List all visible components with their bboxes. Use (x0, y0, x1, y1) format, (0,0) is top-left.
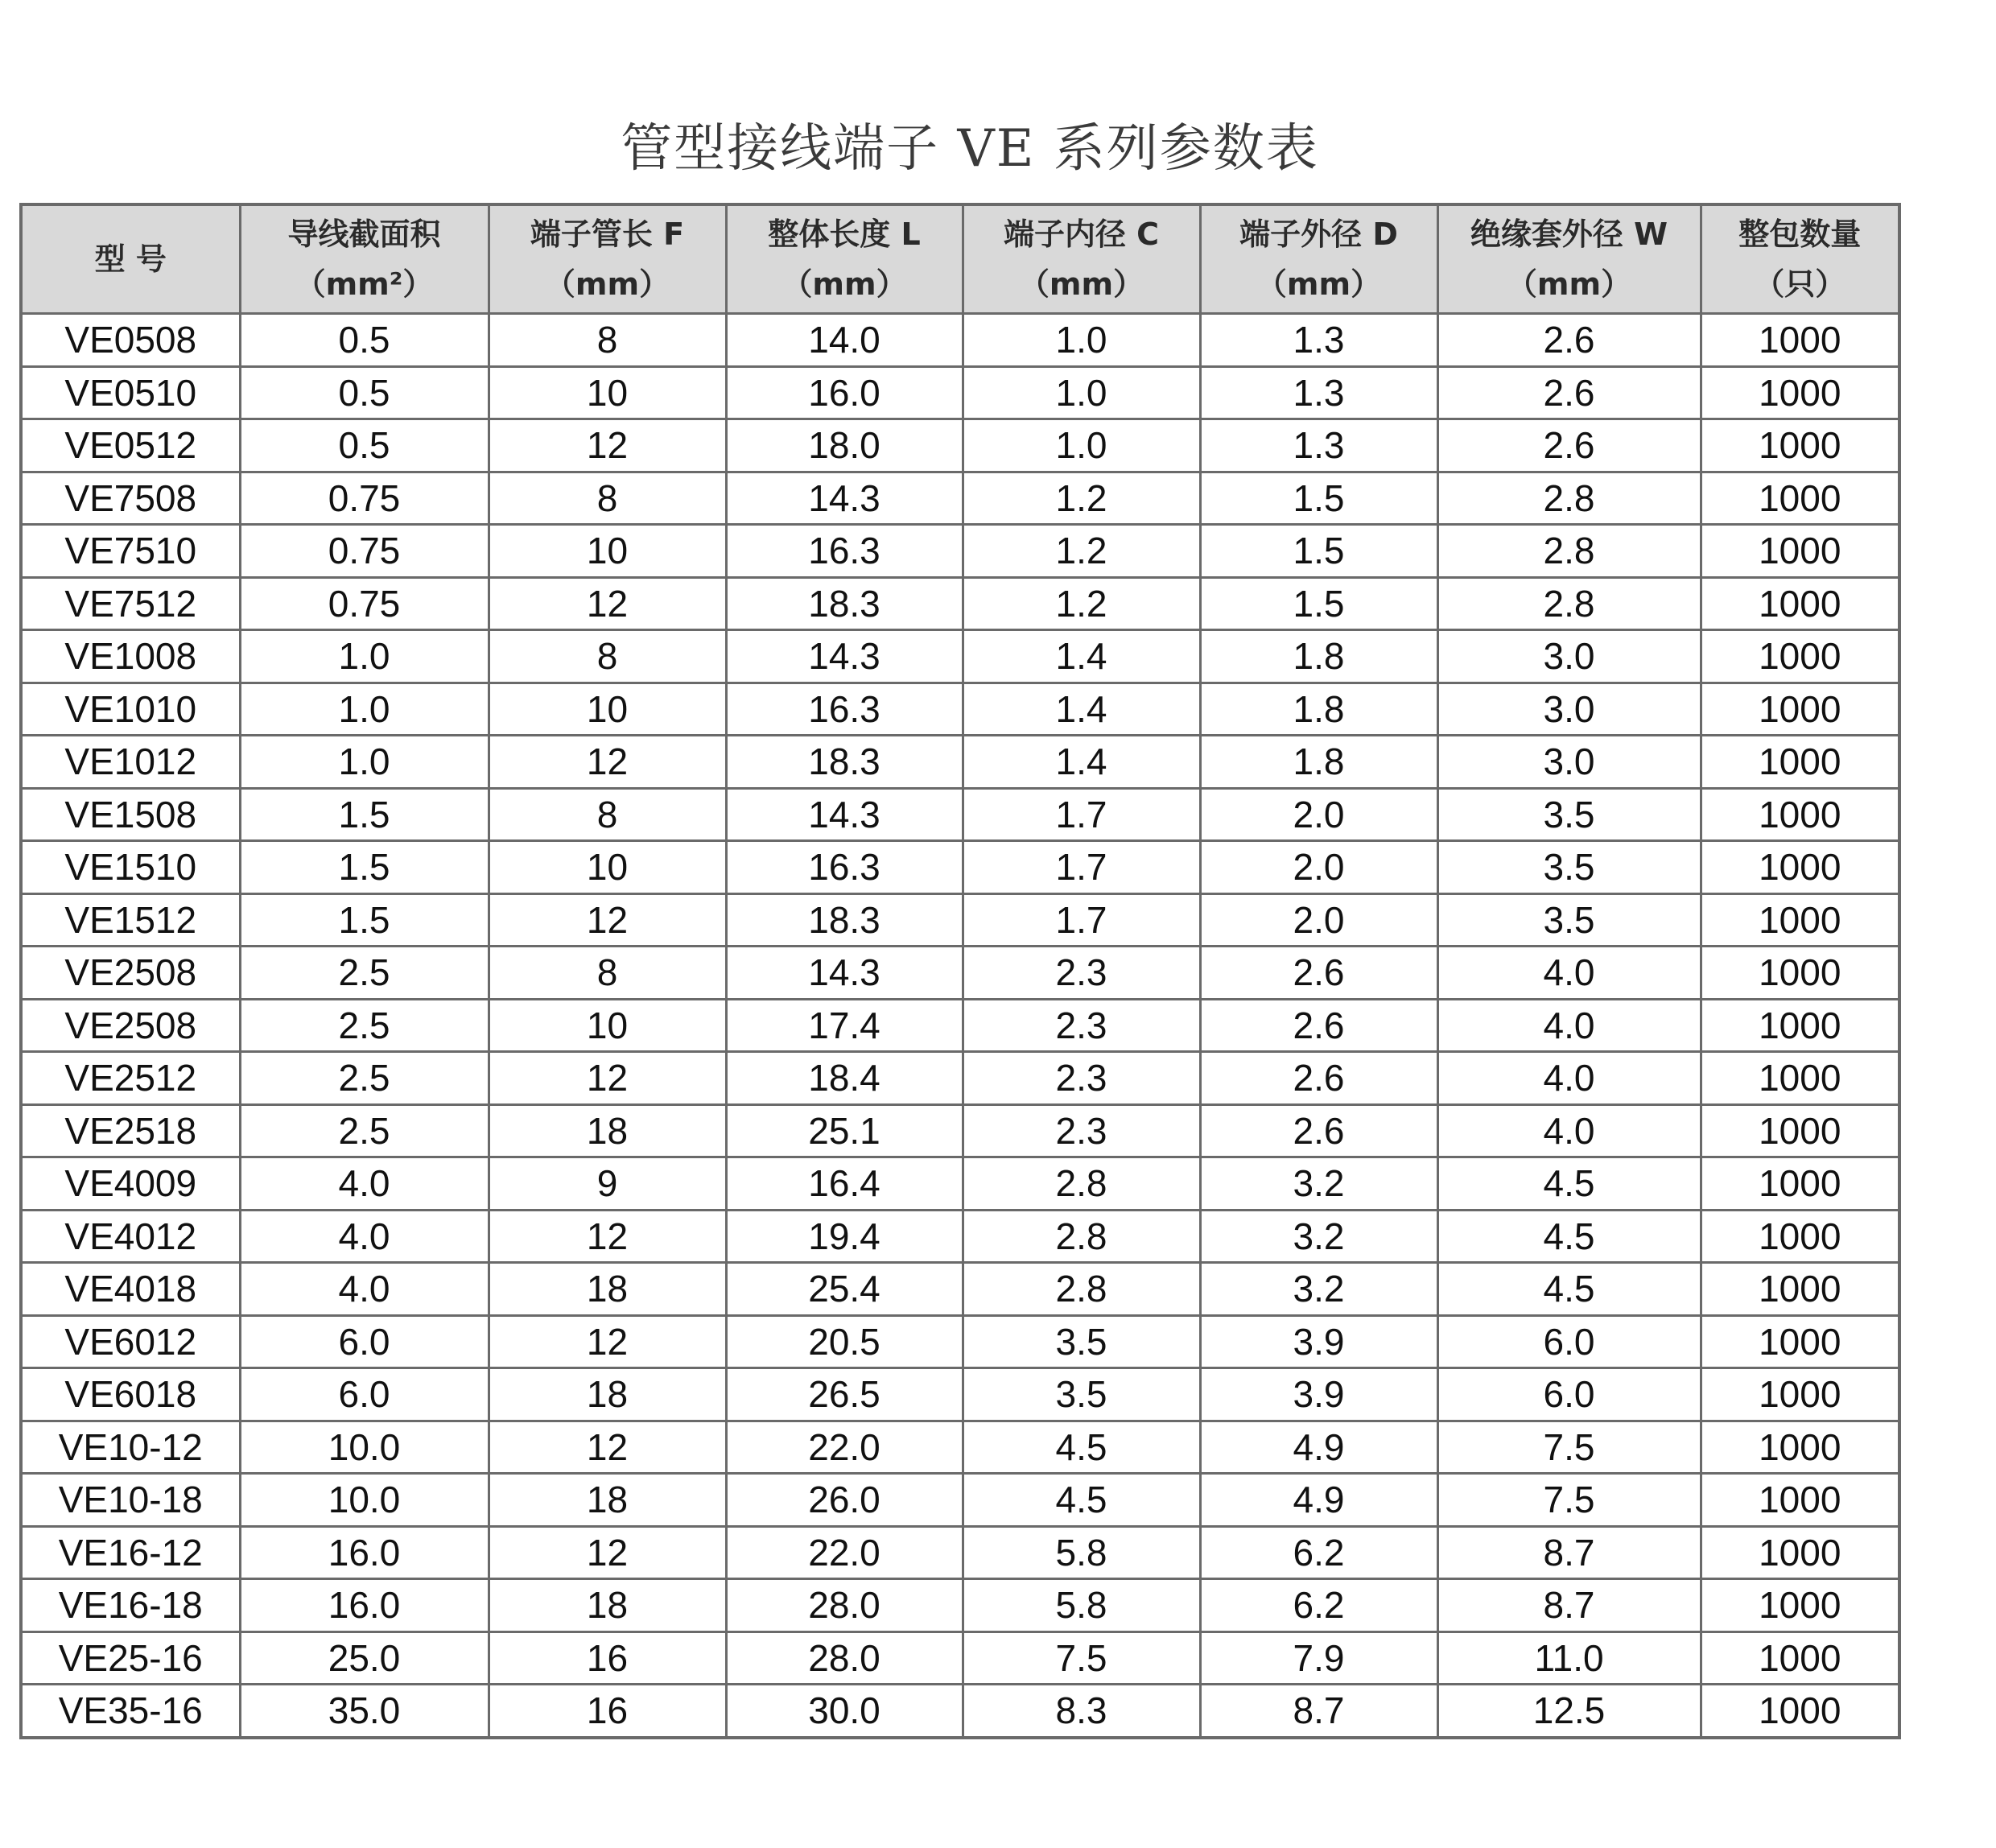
column-header-unit: （只） (1754, 266, 1846, 302)
table-row (21, 366, 1899, 419)
cell-tube-length: 12 (489, 1526, 726, 1579)
table-header (21, 204, 1899, 314)
cell-inner-diameter: 2.3 (963, 1104, 1200, 1157)
cell-outer-diameter: 8.7 (1200, 1685, 1437, 1738)
cell-pack-quantity: 1000 (1701, 1685, 1899, 1738)
cell-outer-diameter: 2.0 (1200, 788, 1437, 841)
cell-model: VE16-12 (21, 1526, 240, 1579)
cell-tube-length: 8 (489, 947, 726, 1000)
cell-pack-quantity: 1000 (1701, 472, 1899, 525)
table-row (21, 472, 1899, 525)
cell-wire-section: 35.0 (240, 1685, 489, 1738)
table-row (21, 1368, 1899, 1421)
cell-inner-diameter: 2.3 (963, 947, 1200, 1000)
table-row (21, 419, 1899, 472)
cell-inner-diameter: 5.8 (963, 1579, 1200, 1632)
cell-insulation-diameter: 8.7 (1437, 1526, 1701, 1579)
table-row (21, 736, 1899, 789)
cell-model: VE2508 (21, 999, 240, 1052)
cell-insulation-diameter: 6.0 (1437, 1368, 1701, 1421)
cell-outer-diameter: 4.9 (1200, 1474, 1437, 1527)
cell-overall-length: 14.3 (726, 788, 963, 841)
cell-outer-diameter: 3.2 (1200, 1263, 1437, 1316)
cell-wire-section: 0.5 (240, 314, 489, 367)
cell-inner-diameter: 1.0 (963, 314, 1200, 367)
cell-inner-diameter: 1.2 (963, 577, 1200, 630)
table-row (21, 577, 1899, 630)
cell-outer-diameter: 6.2 (1200, 1579, 1437, 1632)
page-title: 管型接线端子 VE 系列参数表 (621, 119, 1319, 179)
cell-tube-length: 8 (489, 314, 726, 367)
cell-pack-quantity: 1000 (1701, 1315, 1899, 1368)
column-header-tube-length (489, 204, 726, 314)
cell-tube-length: 9 (489, 1157, 726, 1211)
cell-tube-length: 12 (489, 1210, 726, 1263)
table-row (21, 1315, 1899, 1368)
cell-wire-section: 1.5 (240, 788, 489, 841)
cell-outer-diameter: 2.6 (1200, 1052, 1437, 1105)
cell-wire-section: 1.5 (240, 841, 489, 894)
cell-insulation-diameter: 2.8 (1437, 525, 1701, 578)
cell-inner-diameter: 4.5 (963, 1474, 1200, 1527)
cell-overall-length: 18.0 (726, 419, 963, 472)
cell-inner-diameter: 1.0 (963, 419, 1200, 472)
column-header-label: 导线截面积 (287, 217, 441, 252)
table-row (21, 1631, 1899, 1685)
cell-model: VE6012 (21, 1315, 240, 1368)
cell-model: VE7512 (21, 577, 240, 630)
cell-tube-length: 12 (489, 419, 726, 472)
cell-tube-length: 18 (489, 1474, 726, 1527)
cell-outer-diameter: 1.3 (1200, 366, 1437, 419)
cell-model: VE35-16 (21, 1685, 240, 1738)
cell-tube-length: 8 (489, 788, 726, 841)
cell-inner-diameter: 3.5 (963, 1368, 1200, 1421)
cell-insulation-diameter: 6.0 (1437, 1315, 1701, 1368)
cell-model: VE4009 (21, 1157, 240, 1211)
cell-pack-quantity: 1000 (1701, 1263, 1899, 1316)
cell-wire-section: 4.0 (240, 1157, 489, 1211)
cell-outer-diameter: 2.6 (1200, 999, 1437, 1052)
cell-model: VE1512 (21, 893, 240, 947)
cell-pack-quantity: 1000 (1701, 525, 1899, 578)
cell-model: VE4012 (21, 1210, 240, 1263)
cell-insulation-diameter: 12.5 (1437, 1685, 1701, 1738)
cell-insulation-diameter: 4.0 (1437, 1052, 1701, 1105)
cell-model: VE7510 (21, 525, 240, 578)
cell-model: VE2518 (21, 1104, 240, 1157)
column-header-label: 型 号 (94, 241, 167, 277)
cell-model: VE1508 (21, 788, 240, 841)
cell-wire-section: 0.5 (240, 419, 489, 472)
cell-model: VE1012 (21, 736, 240, 789)
cell-insulation-diameter: 7.5 (1437, 1421, 1701, 1474)
cell-insulation-diameter: 3.5 (1437, 841, 1701, 894)
table-row (21, 1052, 1899, 1105)
cell-tube-length: 12 (489, 1052, 726, 1105)
cell-wire-section: 1.0 (240, 630, 489, 683)
cell-pack-quantity: 1000 (1701, 1210, 1899, 1263)
cell-insulation-diameter: 3.0 (1437, 630, 1701, 683)
cell-pack-quantity: 1000 (1701, 577, 1899, 630)
cell-overall-length: 16.0 (726, 366, 963, 419)
cell-inner-diameter: 3.5 (963, 1315, 1200, 1368)
cell-tube-length: 8 (489, 472, 726, 525)
cell-insulation-diameter: 8.7 (1437, 1579, 1701, 1632)
cell-pack-quantity: 1000 (1701, 630, 1899, 683)
cell-pack-quantity: 1000 (1701, 1526, 1899, 1579)
cell-tube-length: 10 (489, 525, 726, 578)
cell-insulation-diameter: 2.6 (1437, 419, 1701, 472)
cell-outer-diameter: 1.3 (1200, 314, 1437, 367)
table-row (21, 947, 1899, 1000)
cell-pack-quantity: 1000 (1701, 1474, 1899, 1527)
cell-overall-length: 16.4 (726, 1157, 963, 1211)
cell-inner-diameter: 2.8 (963, 1157, 1200, 1211)
cell-wire-section: 0.75 (240, 577, 489, 630)
cell-pack-quantity: 1000 (1701, 1052, 1899, 1105)
cell-pack-quantity: 1000 (1701, 947, 1899, 1000)
cell-overall-length: 25.4 (726, 1263, 963, 1316)
cell-model: VE2512 (21, 1052, 240, 1105)
cell-overall-length: 18.3 (726, 577, 963, 630)
cell-overall-length: 14.3 (726, 630, 963, 683)
cell-overall-length: 14.3 (726, 472, 963, 525)
cell-outer-diameter: 2.0 (1200, 841, 1437, 894)
cell-insulation-diameter: 2.6 (1437, 366, 1701, 419)
cell-outer-diameter: 2.0 (1200, 893, 1437, 947)
header-row (21, 204, 1899, 314)
cell-wire-section: 2.5 (240, 1104, 489, 1157)
cell-insulation-diameter: 4.5 (1437, 1263, 1701, 1316)
cell-inner-diameter: 5.8 (963, 1526, 1200, 1579)
cell-overall-length: 28.0 (726, 1579, 963, 1632)
cell-inner-diameter: 1.7 (963, 788, 1200, 841)
column-header-insulation-diameter (1437, 204, 1701, 314)
cell-wire-section: 1.0 (240, 683, 489, 736)
cell-overall-length: 26.5 (726, 1368, 963, 1421)
cell-tube-length: 16 (489, 1631, 726, 1685)
cell-inner-diameter: 4.5 (963, 1421, 1200, 1474)
cell-overall-length: 22.0 (726, 1421, 963, 1474)
cell-pack-quantity: 1000 (1701, 366, 1899, 419)
cell-wire-section: 2.5 (240, 999, 489, 1052)
cell-pack-quantity: 1000 (1701, 893, 1899, 947)
cell-model: VE1008 (21, 630, 240, 683)
cell-pack-quantity: 1000 (1701, 1368, 1899, 1421)
cell-overall-length: 26.0 (726, 1474, 963, 1527)
cell-insulation-diameter: 2.8 (1437, 472, 1701, 525)
table-row (21, 525, 1899, 578)
cell-pack-quantity: 1000 (1701, 683, 1899, 736)
cell-wire-section: 10.0 (240, 1421, 489, 1474)
cell-overall-length: 18.4 (726, 1052, 963, 1105)
cell-insulation-diameter: 2.8 (1437, 577, 1701, 630)
cell-overall-length: 17.4 (726, 999, 963, 1052)
cell-model: VE2508 (21, 947, 240, 1000)
table-row (21, 999, 1899, 1052)
cell-model: VE10-18 (21, 1474, 240, 1527)
table-row (21, 1579, 1899, 1632)
cell-pack-quantity: 1000 (1701, 1579, 1899, 1632)
cell-pack-quantity: 1000 (1701, 788, 1899, 841)
table-row (21, 1526, 1899, 1579)
column-header-unit: （mm²） (295, 266, 434, 302)
cell-overall-length: 18.3 (726, 893, 963, 947)
cell-wire-section: 16.0 (240, 1526, 489, 1579)
cell-outer-diameter: 4.9 (1200, 1421, 1437, 1474)
cell-model: VE6018 (21, 1368, 240, 1421)
cell-tube-length: 12 (489, 1421, 726, 1474)
cell-tube-length: 12 (489, 893, 726, 947)
cell-pack-quantity: 1000 (1701, 1421, 1899, 1474)
cell-insulation-diameter: 4.0 (1437, 999, 1701, 1052)
cell-model: VE7508 (21, 472, 240, 525)
cell-insulation-diameter: 4.0 (1437, 1104, 1701, 1157)
column-header-label: 端子外径 D (1239, 217, 1398, 252)
cell-overall-length: 25.1 (726, 1104, 963, 1157)
cell-inner-diameter: 1.4 (963, 736, 1200, 789)
cell-inner-diameter: 2.3 (963, 999, 1200, 1052)
column-header-model (21, 204, 240, 314)
cell-wire-section: 2.5 (240, 1052, 489, 1105)
column-header-unit: （mm） (1506, 266, 1632, 302)
cell-wire-section: 4.0 (240, 1210, 489, 1263)
column-header-label: 整体长度 L (768, 217, 921, 252)
cell-overall-length: 14.3 (726, 947, 963, 1000)
cell-tube-length: 18 (489, 1263, 726, 1316)
cell-inner-diameter: 1.0 (963, 366, 1200, 419)
cell-outer-diameter: 1.8 (1200, 736, 1437, 789)
cell-overall-length: 30.0 (726, 1685, 963, 1738)
column-header-unit: （mm） (781, 266, 907, 302)
column-header-unit: （mm） (1018, 266, 1144, 302)
cell-pack-quantity: 1000 (1701, 314, 1899, 367)
column-header-label: 端子内径 C (1003, 217, 1160, 252)
table-row (21, 1157, 1899, 1211)
cell-model: VE10-12 (21, 1421, 240, 1474)
cell-wire-section: 16.0 (240, 1579, 489, 1632)
cell-insulation-diameter: 3.0 (1437, 736, 1701, 789)
cell-insulation-diameter: 4.5 (1437, 1210, 1701, 1263)
cell-model: VE0508 (21, 314, 240, 367)
cell-wire-section: 2.5 (240, 947, 489, 1000)
column-header-inner-diameter (963, 204, 1200, 314)
column-header-pack-quantity (1701, 204, 1899, 314)
cell-outer-diameter: 1.8 (1200, 683, 1437, 736)
column-header-label: 端子管长 F (530, 217, 685, 252)
table-row (21, 1421, 1899, 1474)
cell-outer-diameter: 3.2 (1200, 1157, 1437, 1211)
cell-wire-section: 1.0 (240, 736, 489, 789)
cell-inner-diameter: 1.7 (963, 841, 1200, 894)
cell-pack-quantity: 1000 (1701, 1157, 1899, 1211)
cell-tube-length: 18 (489, 1368, 726, 1421)
cell-inner-diameter: 2.3 (963, 1052, 1200, 1105)
cell-overall-length: 14.0 (726, 314, 963, 367)
cell-inner-diameter: 7.5 (963, 1631, 1200, 1685)
cell-inner-diameter: 2.8 (963, 1263, 1200, 1316)
cell-inner-diameter: 1.7 (963, 893, 1200, 947)
cell-model: VE4018 (21, 1263, 240, 1316)
cell-wire-section: 0.75 (240, 525, 489, 578)
cell-pack-quantity: 1000 (1701, 1631, 1899, 1685)
cell-tube-length: 12 (489, 736, 726, 789)
table-row (21, 1263, 1899, 1316)
column-header-outer-diameter (1200, 204, 1437, 314)
cell-insulation-diameter: 3.5 (1437, 788, 1701, 841)
cell-model: VE1010 (21, 683, 240, 736)
cell-overall-length: 16.3 (726, 841, 963, 894)
cell-overall-length: 22.0 (726, 1526, 963, 1579)
cell-wire-section: 6.0 (240, 1368, 489, 1421)
table-row (21, 683, 1899, 736)
cell-outer-diameter: 6.2 (1200, 1526, 1437, 1579)
cell-tube-length: 10 (489, 683, 726, 736)
cell-pack-quantity: 1000 (1701, 1104, 1899, 1157)
table-row (21, 841, 1899, 894)
table-row (21, 1104, 1899, 1157)
cell-insulation-diameter: 4.0 (1437, 947, 1701, 1000)
column-header-label: 绝缘套外径 W (1470, 217, 1668, 252)
cell-wire-section: 10.0 (240, 1474, 489, 1527)
cell-wire-section: 0.75 (240, 472, 489, 525)
cell-tube-length: 10 (489, 999, 726, 1052)
cell-inner-diameter: 1.4 (963, 630, 1200, 683)
cell-wire-section: 1.5 (240, 893, 489, 947)
cell-pack-quantity: 1000 (1701, 841, 1899, 894)
cell-outer-diameter: 3.9 (1200, 1315, 1437, 1368)
cell-tube-length: 8 (489, 630, 726, 683)
cell-tube-length: 12 (489, 577, 726, 630)
table-row (21, 1210, 1899, 1263)
table-row (21, 314, 1899, 367)
table-row (21, 788, 1899, 841)
cell-insulation-diameter: 3.0 (1437, 683, 1701, 736)
cell-inner-diameter: 1.2 (963, 472, 1200, 525)
cell-outer-diameter: 3.9 (1200, 1368, 1437, 1421)
cell-tube-length: 10 (489, 366, 726, 419)
cell-wire-section: 4.0 (240, 1263, 489, 1316)
spec-table (19, 203, 1901, 1739)
column-header-overall-length (726, 204, 963, 314)
cell-model: VE1510 (21, 841, 240, 894)
cell-outer-diameter: 2.6 (1200, 1104, 1437, 1157)
cell-insulation-diameter: 11.0 (1437, 1631, 1701, 1685)
cell-outer-diameter: 1.5 (1200, 577, 1437, 630)
cell-tube-length: 18 (489, 1579, 726, 1632)
cell-overall-length: 16.3 (726, 683, 963, 736)
column-header-unit: （mm） (1256, 266, 1382, 302)
cell-pack-quantity: 1000 (1701, 419, 1899, 472)
cell-model: VE25-16 (21, 1631, 240, 1685)
cell-tube-length: 18 (489, 1104, 726, 1157)
cell-inner-diameter: 1.4 (963, 683, 1200, 736)
cell-model: VE0512 (21, 419, 240, 472)
cell-outer-diameter: 7.9 (1200, 1631, 1437, 1685)
table-row (21, 893, 1899, 947)
cell-outer-diameter: 2.6 (1200, 947, 1437, 1000)
column-header-unit: （mm） (544, 266, 670, 302)
column-header-wire-section (240, 204, 489, 314)
cell-outer-diameter: 1.3 (1200, 419, 1437, 472)
cell-tube-length: 10 (489, 841, 726, 894)
cell-inner-diameter: 8.3 (963, 1685, 1200, 1738)
cell-model: VE0510 (21, 366, 240, 419)
cell-overall-length: 18.3 (726, 736, 963, 789)
cell-model: VE16-18 (21, 1579, 240, 1632)
cell-wire-section: 6.0 (240, 1315, 489, 1368)
cell-outer-diameter: 1.5 (1200, 472, 1437, 525)
cell-wire-section: 0.5 (240, 366, 489, 419)
column-header-label: 整包数量 (1738, 217, 1862, 252)
cell-overall-length: 16.3 (726, 525, 963, 578)
cell-outer-diameter: 1.8 (1200, 630, 1437, 683)
cell-insulation-diameter: 7.5 (1437, 1474, 1701, 1527)
cell-outer-diameter: 3.2 (1200, 1210, 1437, 1263)
cell-insulation-diameter: 2.6 (1437, 314, 1701, 367)
cell-inner-diameter: 1.2 (963, 525, 1200, 578)
cell-insulation-diameter: 4.5 (1437, 1157, 1701, 1211)
cell-tube-length: 16 (489, 1685, 726, 1738)
table-row (21, 1474, 1899, 1527)
cell-wire-section: 25.0 (240, 1631, 489, 1685)
cell-inner-diameter: 2.8 (963, 1210, 1200, 1263)
table-body (21, 314, 1899, 1738)
table-row (21, 1685, 1899, 1738)
cell-overall-length: 19.4 (726, 1210, 963, 1263)
cell-insulation-diameter: 3.5 (1437, 893, 1701, 947)
cell-outer-diameter: 1.5 (1200, 525, 1437, 578)
cell-overall-length: 20.5 (726, 1315, 963, 1368)
cell-pack-quantity: 1000 (1701, 999, 1899, 1052)
table-row (21, 630, 1899, 683)
cell-pack-quantity: 1000 (1701, 736, 1899, 789)
cell-tube-length: 12 (489, 1315, 726, 1368)
cell-overall-length: 28.0 (726, 1631, 963, 1685)
